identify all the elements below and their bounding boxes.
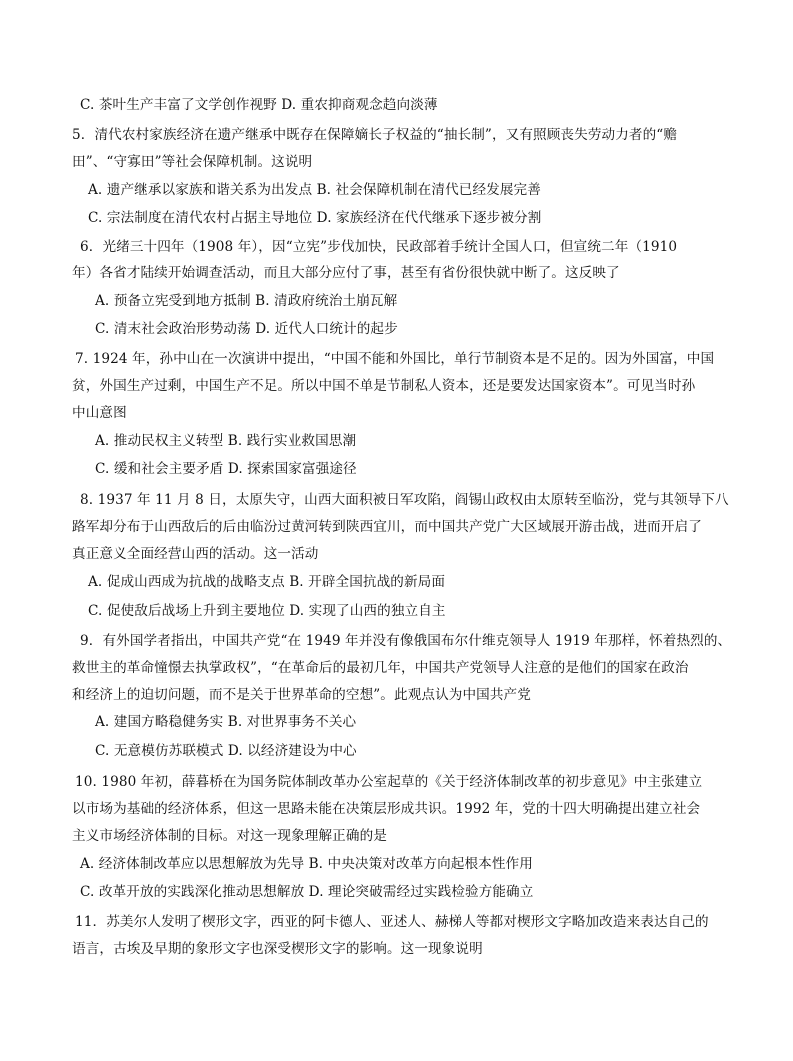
q8-options-cd: C. 促使敌后战场上升到主要地位 D. 实现了山西的独立自主 — [88, 603, 446, 619]
q10-stem-line-3: 主义市场经济体制的目标。对这一现象理解正确的是 — [72, 828, 387, 844]
q5-stem-line-1: 5．清代农村家族经济在遗产继承中既存在保障嫡长子权益的“抽长制”，又有照顾丧失劳动力者的“赡 — [72, 127, 678, 143]
q7-stem-line-2: 贫，外国生产过剩，中国生产不足。所以中国不单是节制私人资本，还是要发达国家资本”。可见当时孙 — [72, 378, 696, 394]
q5-options-cd: C. 宗法制度在清代农村占据主导地位 D. 家族经济在代代继承下逐步被分割 — [88, 210, 542, 226]
q10-stem-line-1: 10. 1980 年初，薛暮桥在为国务院体制改革办公室起草的《关于经济体制改革的初步意见》中主张建立 — [75, 774, 703, 790]
q11-stem-line-1: 11．苏美尔人发明了楔形文字，西亚的阿卡德人、亚述人、赫梯人等都对楔形文字略加改造来表达自己的 — [75, 914, 709, 930]
q5-options-ab: A. 遗产继承以家族和谐关系为出发点 B. 社会保障机制在清代已经发展完善 — [88, 182, 541, 198]
q7-stem-line-3: 中山意图 — [72, 405, 127, 421]
q8-stem-line-3: 真正意义全面经营山西的活动。这一活动 — [72, 546, 319, 562]
q6-stem-line-1: 6．光绪三十四年（1908 年），因“立宪”步伐加快，民政部着手统计全国人口，但宣统二年（1910 — [80, 239, 678, 255]
q10-options-ab: A. 经济体制改革应以思想解放为先导 B. 中央决策对改革方向起根本性作用 — [80, 856, 533, 872]
q9-stem-line-3: 和经济上的迫切问题，而不是关于世界革命的空想”。此观点认为中国共产党 — [72, 687, 531, 703]
q11-stem-line-2: 语言，古埃及早期的象形文字也深受楔形文字的影响。这一现象说明 — [72, 941, 483, 957]
q10-stem-line-2: 以市场为基础的经济体系，但这一思路未能在决策层形成共识。1992 年，党的十四大明确提出建立社会 — [72, 801, 701, 817]
q8-stem-line-1: 8. 1937 年 11 月 8 日，太原失守，山西大面积被日军攻陷，阎锡山政权由太原转至临汾，党与其领导下八 — [80, 492, 729, 508]
q8-options-ab: A. 促成山西成为抗战的战略支点 B. 开辟全国抗战的新局面 — [88, 574, 446, 590]
q10-options-cd: C. 改革开放的实践深化推动思想解放 D. 理论突破需经过实践检验方能确立 — [80, 884, 534, 900]
q9-stem-line-1: 9．有外国学者指出，中国共产党“在 1949 年并没有像俄国布尔什维克领导人 1919 年那样，怀着热烈的、 — [80, 633, 732, 649]
q6-stem-line-2: 年）各省才陆续开始调查活动，而且大部分应付了事，甚至有省份很快就中断了。这反映了 — [72, 265, 620, 281]
q9-options-cd: C. 无意模仿苏联模式 D. 以经济建设为中心 — [95, 743, 357, 759]
q6-options-cd: C. 清末社会政治形势动荡 D. 近代人口统计的起步 — [95, 321, 398, 337]
q5-stem-line-2: 田”、“守寡田”等社会保障机制。这说明 — [72, 154, 313, 170]
q7-options-cd: C. 缓和社会主要矛盾 D. 探索国家富强途径 — [95, 461, 357, 477]
q6-options-ab: A. 预备立宪受到地方抵制 B. 清政府统治土崩瓦解 — [95, 293, 398, 309]
q4-options-cd: C. 茶叶生产丰富了文学创作视野 D. 重农抑商观念趋向淡薄 — [80, 97, 438, 113]
q7-options-ab: A. 推动民权主义转型 B. 践行实业救国思潮 — [95, 433, 357, 449]
q8-stem-line-2: 路军却分布于山西敌后的后由临汾过黄河转到陕西宜川，而中国共产党广大区域展开游击战，进而开启了 — [72, 519, 702, 535]
q9-stem-line-2: 救世主的革命憧憬去执掌政权”，“在革命后的最初几年，中国共产党领导人注意的是他们的国家在政治 — [72, 660, 689, 676]
q9-options-ab: A. 建国方略稳健务实 B. 对世界事务不关心 — [95, 714, 357, 730]
q7-stem-line-1: 7. 1924 年，孙中山在一次演讲中提出，“中国不能和外国比，单行节制资本是不足的。因为外国富，中国 — [75, 351, 715, 367]
